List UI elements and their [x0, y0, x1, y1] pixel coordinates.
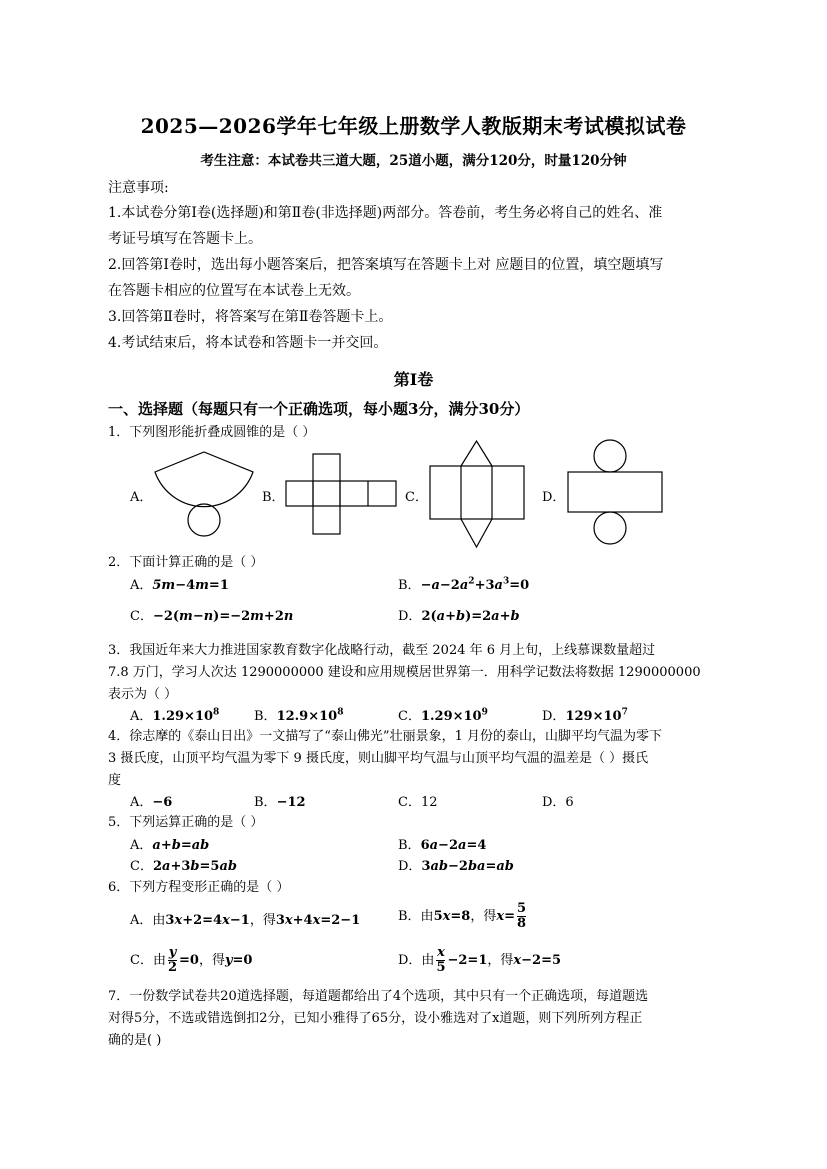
- section-title: 第Ⅰ卷: [393, 370, 434, 389]
- q1-option-a-label: A．: [130, 490, 153, 505]
- q4-option-b: B．−12: [254, 795, 306, 810]
- question-3-line: 表示为（ ）: [108, 687, 178, 702]
- q5-option-d: D．3ab−2ba=ab: [398, 859, 514, 874]
- question-4-line: 3 摄氏度，山顶平均气温为零下 9 摄氏度，则山脚平均气温与山顶平均气温的温差是（ ）摄氏: [108, 751, 649, 766]
- question-7-line: 确的是( ): [108, 1033, 162, 1048]
- q6-option-c: C．由 $\frac{y}{2}$ =0，得y=0: [130, 945, 253, 975]
- question-6-stem: 6．下列方程变形正确的是（ ）: [108, 880, 290, 895]
- note-line: 4.考试结束后，将本试卷和答题卡一并交回。: [108, 335, 388, 351]
- question-5-stem: 5．下列运算正确的是（ ）: [108, 815, 264, 830]
- q3-option-b: B．$12.9\times 10^8$: [254, 707, 344, 724]
- note-line: 1.本试卷分第Ⅰ卷(选择题)和第Ⅱ卷(非选择题)两部分。答卷前，考生务必将自己的姓名、准: [108, 205, 663, 221]
- q5-option-b: B．6a−2a=4: [398, 838, 487, 853]
- q2-option-a: A．5m−4m=1: [130, 578, 229, 593]
- question-7-line: 对得5分，不选或错选倒扣2分，已知小雅得了65分，设小雅选对了x道题，则下列所列方程正: [108, 1011, 643, 1026]
- q4-option-c: C．12: [398, 795, 438, 810]
- exam-title: 2025—2026学年七年级上册数学人教版期末考试模拟试卷: [140, 114, 687, 138]
- q1-figure-c-prism-net: [428, 439, 526, 549]
- q4-option-a: A．−6: [130, 795, 173, 810]
- notes-heading: 注意事项:: [108, 180, 169, 196]
- q3-option-c: C．$1.29\times 10^9$: [398, 707, 488, 724]
- q2-option-c: C．−2(m−n)=−2m+2n: [130, 609, 294, 624]
- q6-option-d: D．由 $\frac{x}{5}$ −2=1，得x−2=5: [398, 945, 562, 975]
- q2-option-b: B．$-a-2a^2+3a^3=0$: [398, 576, 530, 593]
- note-line: 2.回答第Ⅰ卷时，选出每小题答案后，把答案填写在答题卡上对 应题目的位置，填空题填写: [108, 257, 664, 273]
- section-heading: 一、选择题（每题只有一个正确选项，每小题3分，满分30分）: [108, 400, 530, 418]
- q1-option-c-label: C．: [405, 490, 428, 505]
- q1-figure-b-cube-net: [285, 452, 397, 536]
- question-2-stem: 2．下面计算正确的是（ ）: [108, 555, 264, 570]
- note-line: 在答题卡相应的位置写在本试卷上无效。: [108, 283, 360, 299]
- question-3-line: 3．我国近年来大力推进国家教育数字化战略行动，截至 2024 年 6 月上旬，上线慕课数量超过: [108, 643, 656, 658]
- note-line: 考证号填写在答题卡上。: [108, 231, 262, 247]
- q1-figure-d-cylinder-net: [566, 438, 664, 546]
- q1-option-b-label: B．: [262, 490, 285, 505]
- question-3-line: 7.8 万门，学习人次达 1290000000 建设和应用规模居世界第一．用科学记数法将数据 1290000000: [108, 665, 701, 680]
- exam-subtitle: 考生注意：本试卷共三道大题，25道小题，满分120分，时量120分钟: [200, 153, 627, 169]
- question-7-line: 7．一份数学试卷共20道选择题，每道题都给出了4个选项，其中只有一个正确选项，每道题选: [108, 989, 649, 1004]
- q6-option-b: B．由5x=8，得x= $\frac{5}{8}$: [398, 901, 527, 931]
- q3-option-d: D．$129\times 10^7$: [542, 707, 628, 724]
- q2-option-d: D．2(a+b)=2a+b: [398, 609, 520, 624]
- q1-option-d-label: D．: [542, 490, 566, 505]
- note-line: 3.回答第Ⅱ卷时，将答案写在第Ⅱ卷答题卡上。: [108, 309, 393, 325]
- question-4-line: 度: [108, 773, 122, 788]
- question-1-stem: 1．下列图形能折叠成圆锥的是（ ）: [108, 425, 316, 440]
- question-4-line: 4．徐志摩的《泰山日出》一文描写了“泰山佛光”壮丽景象，1 月份的泰山，山脚平均气温为零下: [108, 729, 662, 744]
- q5-option-c: C．2a+3b=5ab: [130, 859, 237, 874]
- q1-figure-a-sector-circle: [153, 450, 255, 538]
- q6-option-a: A．由3x+2=4x−1，得3x+4x=2−1: [130, 913, 361, 928]
- q5-option-a: A．a+b=ab: [130, 838, 210, 853]
- q4-option-d: D．6: [542, 795, 574, 810]
- q3-option-a: A．$1.29\times 10^8$: [130, 707, 220, 724]
